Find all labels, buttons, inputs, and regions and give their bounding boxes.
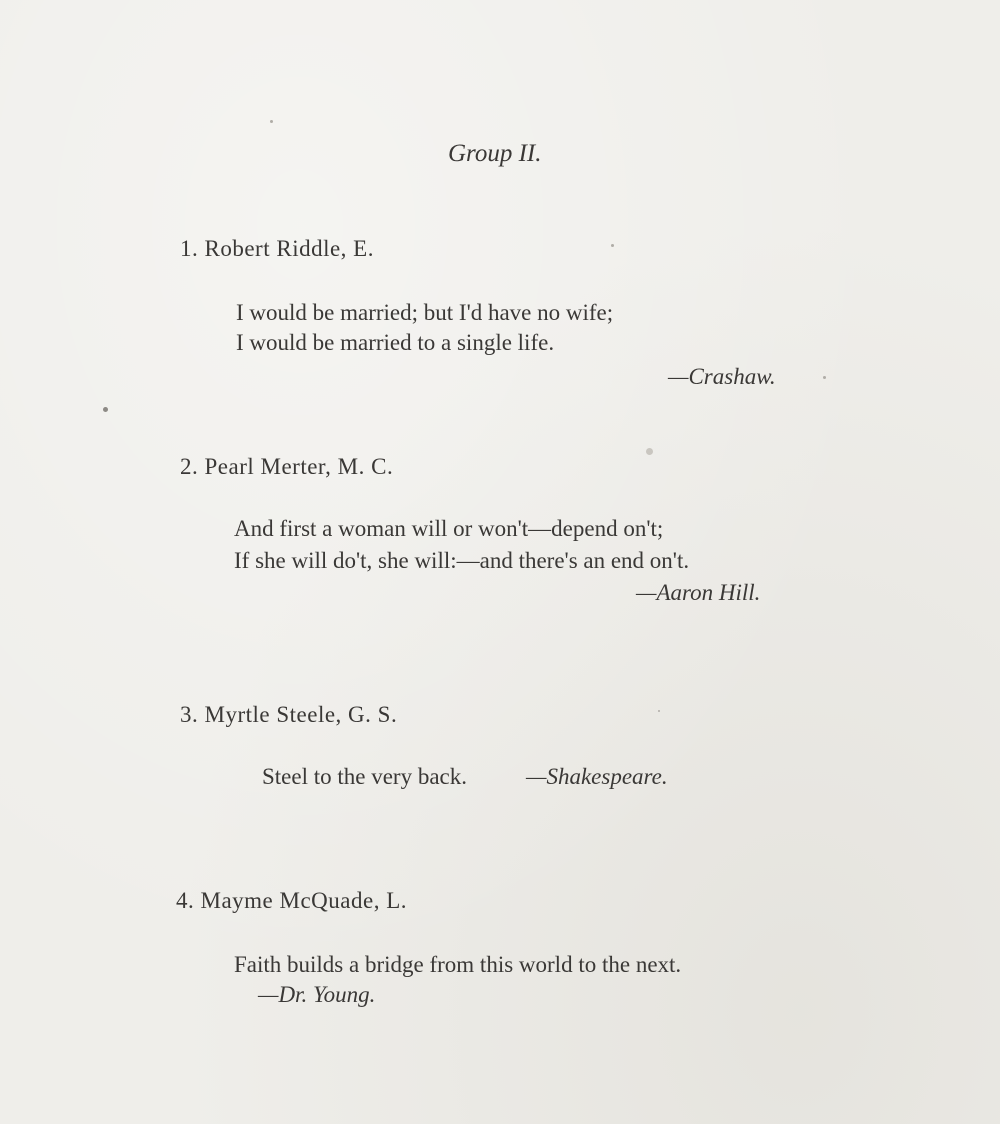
entry-heading: 4. Mayme McQuade, L.: [176, 888, 407, 913]
page-title: Group II.: [448, 140, 542, 167]
quote-line: I would be married to a single life.: [236, 330, 555, 355]
attribution: —Shakespeare.: [526, 764, 668, 789]
quote-line: Faith builds a bridge from this world to the next.: [234, 952, 682, 977]
quote-line: Steel to the very back.: [262, 764, 468, 789]
attribution: —Aaron Hill.: [636, 580, 761, 605]
paper-speck: [270, 120, 273, 123]
attribution: —Dr. Young.: [258, 982, 376, 1007]
attribution: —Crashaw.: [668, 364, 776, 389]
quote-line: I would be married; but I'd have no wife;: [236, 300, 614, 325]
quote-line: And first a woman will or won't—depend on't;: [234, 516, 664, 541]
paper-speck: [823, 376, 826, 379]
paper-speck: [646, 448, 653, 455]
entry-heading: 1. Robert Riddle, E.: [180, 236, 374, 261]
entry-heading: 2. Pearl Merter, M. C.: [180, 454, 394, 479]
paper-speck: [611, 244, 614, 247]
entry-heading: 3. Myrtle Steele, G. S.: [180, 702, 398, 727]
paper-speck: [103, 407, 108, 412]
quote-line: If she will do't, she will:—and there's an end on't.: [234, 548, 690, 573]
paper-speck: [658, 710, 660, 712]
